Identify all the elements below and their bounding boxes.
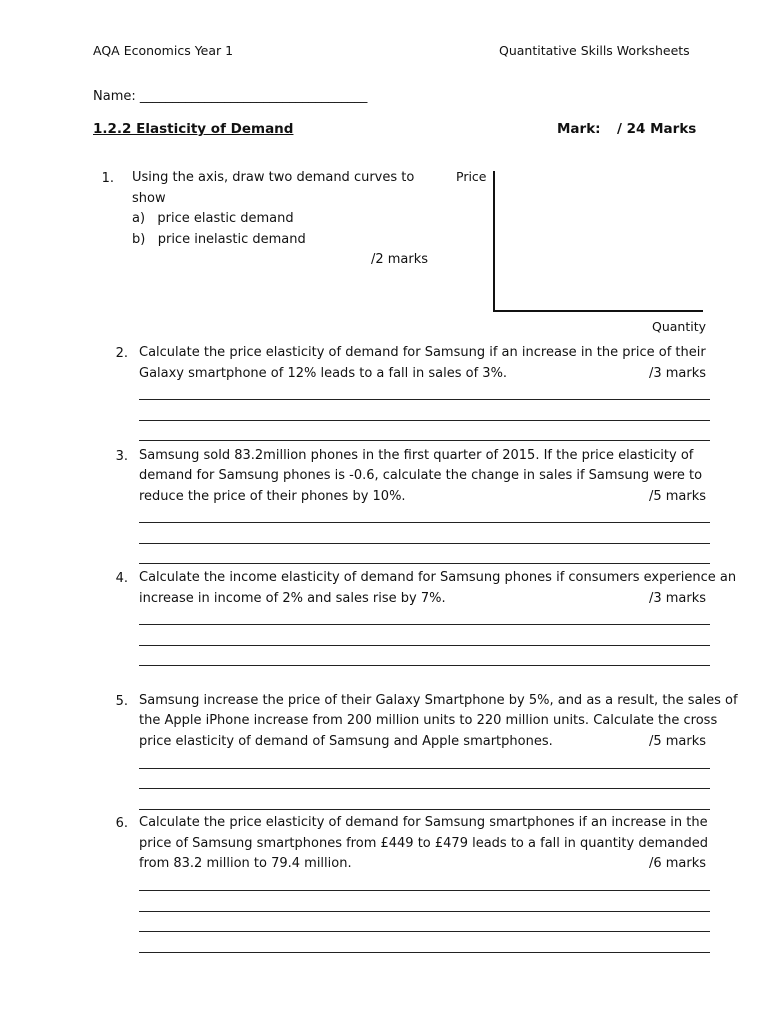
header-left: AQA Economics Year 1 <box>93 43 234 58</box>
question-number: 4. <box>115 571 128 586</box>
quantity-axis[interactable] <box>493 310 703 312</box>
answer-line[interactable] <box>139 911 710 912</box>
mark-label: Mark: <box>557 121 601 137</box>
question-text-line: Calculate the price elasticity of demand for Samsung smartphones if an increase in the <box>139 815 708 830</box>
question-text-line: price of Samsung smartphones from £449 to £479 leads to a fall in quantity demanded <box>139 836 708 851</box>
answer-line[interactable] <box>139 931 710 932</box>
answer-line[interactable] <box>139 522 710 523</box>
name-field[interactable]: Name: ___________________________________ <box>93 89 368 104</box>
question-number: 3. <box>115 449 128 464</box>
answer-line[interactable] <box>139 645 710 646</box>
marks-label: /5 marks <box>648 489 706 504</box>
header-right: Quantitative Skills Worksheets <box>499 43 690 58</box>
axis-y-label: Price <box>456 169 487 184</box>
option-b: b) price inelastic demand <box>132 232 306 247</box>
answer-line[interactable] <box>139 768 710 769</box>
question-text-line: Calculate the price elasticity of demand for Samsung if an increase in the price of their <box>139 345 706 360</box>
answer-line[interactable] <box>139 890 710 891</box>
marks-label: /3 marks <box>648 366 706 381</box>
price-axis[interactable] <box>493 171 495 312</box>
marks-label: /6 marks <box>648 856 706 871</box>
question-text-line: Samsung sold 83.2million phones in the first quarter of 2015. If the price elasticity of <box>139 448 694 463</box>
answer-line[interactable] <box>139 563 710 564</box>
question-text-line: Galaxy smartphone of 12% leads to a fall in sales of 3%. <box>139 366 508 381</box>
question-text-line: Using the axis, draw two demand curves to <box>132 170 415 185</box>
page-title: 1.2.2 Elasticity of Demand <box>93 121 294 137</box>
question-text-line: the Apple iPhone increase from 200 million units to 220 million units. Calculate the cross <box>139 713 718 728</box>
answer-line[interactable] <box>139 788 710 789</box>
question-text-line: Calculate the income elasticity of demand for Samsung phones if consumers experience an <box>139 570 737 585</box>
question-text-line: Samsung increase the price of their Galaxy Smartphone by 5%, and as a result, the sales of <box>139 693 738 708</box>
marks-label: /3 marks <box>648 591 706 606</box>
answer-line[interactable] <box>139 399 710 400</box>
axis-x-label: Quantity <box>652 319 707 334</box>
question-text-line: reduce the price of their phones by 10%. <box>139 489 406 504</box>
marks-label: /5 marks <box>648 734 706 749</box>
option-a: a) price elastic demand <box>132 211 294 226</box>
question-text-line: demand for Samsung phones is -0.6, calculate the change in sales if Samsung were to <box>139 468 703 483</box>
answer-line[interactable] <box>139 420 710 421</box>
answer-line[interactable] <box>139 543 710 544</box>
question-number: 1. <box>101 171 114 186</box>
mark-total: / 24 Marks <box>617 121 697 137</box>
answer-line[interactable] <box>139 809 710 810</box>
question-number: 6. <box>115 816 128 831</box>
question-text-line: show <box>132 191 166 206</box>
answer-line[interactable] <box>139 624 710 625</box>
answer-line[interactable] <box>139 665 710 666</box>
question-text-line: from 83.2 million to 79.4 million. <box>139 856 352 871</box>
question-text-line: price elasticity of demand of Samsung and Apple smartphones. <box>139 734 553 749</box>
answer-line[interactable] <box>139 952 710 953</box>
question-text-line: increase in income of 2% and sales rise by 7%. <box>139 591 446 606</box>
question-number: 5. <box>115 694 128 709</box>
answer-line[interactable] <box>139 440 710 441</box>
question-number: 2. <box>115 346 128 361</box>
marks-label: /2 marks <box>370 252 428 267</box>
